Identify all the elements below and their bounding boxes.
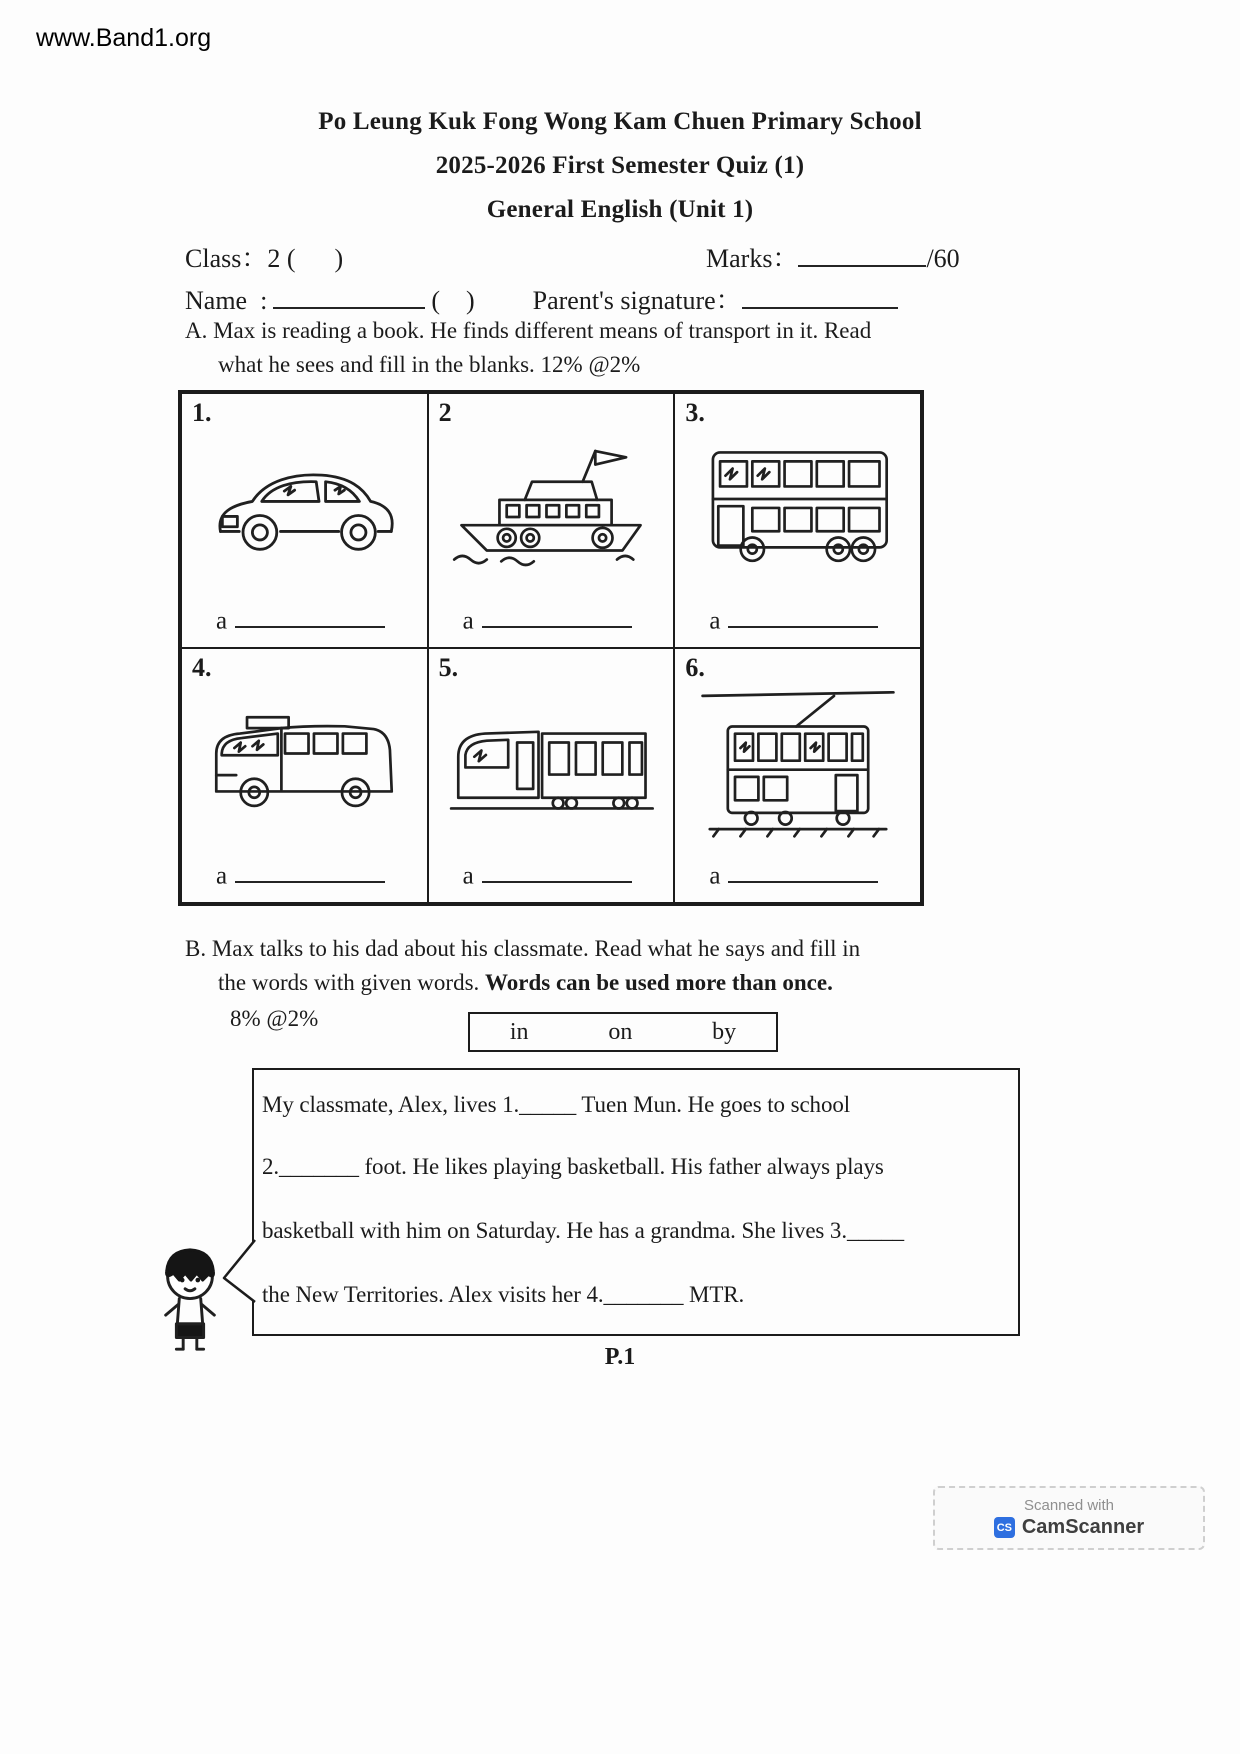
name-blank-line (273, 282, 425, 309)
passage-line: 2._______ foot. He likes playing basketball. His father always plays (262, 1154, 884, 1179)
minibus-icon (200, 699, 408, 826)
ferry-icon (447, 440, 655, 576)
answer-blank (463, 857, 632, 890)
answer-prefix: a (462, 862, 474, 889)
camscanner-brand: CamScanner (1021, 1516, 1145, 1538)
page-number: P.1 (604, 1344, 636, 1370)
cell-number: 4. (192, 653, 212, 682)
passage-line: the New Territories. Alex visits her 4._______ MTR. (262, 1282, 745, 1307)
name-paren: ( ) (431, 286, 475, 315)
quiz-title: 2025-2026 First Semester Quiz (1) (435, 152, 805, 179)
passage-line: My classmate, Alex, lives 1._____ Tuen Mun. He goes to school (262, 1092, 851, 1117)
word-bank-item: by (712, 1018, 737, 1045)
marks-label: Marks： (706, 244, 799, 273)
site-watermark: www.Band1.org (36, 24, 212, 52)
answer-prefix: a (709, 862, 721, 889)
transport-cell-3 (674, 393, 921, 648)
school-name: Po Leung Kuk Fong Wong Kam Chuen Primary School (318, 108, 922, 135)
answer-blank-line (728, 602, 878, 628)
answer-blank-line (235, 857, 385, 883)
section-b-marks-note: 8% @2% (230, 1006, 319, 1031)
transport-cell-5 (428, 648, 675, 903)
cell-number: 3. (685, 398, 705, 427)
answer-blank (463, 602, 632, 635)
word-bank (468, 1012, 778, 1052)
tram-icon (699, 685, 897, 840)
cell-number: 2 (438, 398, 452, 427)
answer-blank-line (235, 602, 385, 628)
cartoon-boy-icon (146, 1244, 234, 1356)
scanned-with-label: Scanned with (1023, 1497, 1115, 1514)
subject-title: General English (Unit 1) (486, 196, 754, 223)
answer-prefix: a (216, 607, 228, 634)
class-label: Class：2 ( ) (185, 244, 344, 273)
cell-number: 1. (192, 398, 212, 427)
section-b-heading-line2 (218, 970, 833, 996)
answer-blank-line (482, 857, 632, 883)
car-icon (205, 447, 403, 569)
camscanner-badge (933, 1486, 1205, 1550)
answer-prefix: a (709, 607, 721, 634)
name-row (185, 280, 898, 317)
heading-line2-normal: the words with given words. (218, 970, 486, 995)
answer-blank-line (482, 602, 632, 628)
transport-cell-6 (674, 648, 921, 903)
answer-blank (709, 857, 878, 890)
answer-blank (216, 857, 385, 890)
transport-cell-1 (181, 393, 428, 648)
train-icon (444, 705, 658, 821)
marks-blank-line (798, 240, 926, 267)
cell-number: 5. (438, 653, 459, 682)
marks-row (706, 238, 960, 275)
signature-blank-line (742, 282, 898, 309)
section-b-heading-line1: B. Max talks to his dad about his classmate. Read what he says and fill in (185, 936, 861, 961)
marks-denominator: /60 (926, 244, 960, 273)
answer-blank (216, 602, 385, 635)
word-bank-item: on (608, 1018, 633, 1045)
answer-blank-line (728, 857, 878, 883)
section-a-heading-line1: A. Max is reading a book. He finds different means of transport in it. Read (185, 318, 872, 343)
transport-grid (178, 390, 924, 906)
name-label: Name : (185, 286, 268, 315)
transport-cell-4 (181, 648, 428, 903)
answer-prefix: a (462, 607, 474, 634)
heading-line2-bold: Words can be used more than once. (485, 970, 833, 995)
section-a-heading-line2: what he sees and fill in the blanks. 12% @2% (218, 352, 641, 377)
answer-blank (709, 602, 878, 635)
passage-line: basketball with him on Saturday. He has a grandma. She lives 3._____ (262, 1218, 904, 1243)
signature-label: Parent's signature： (532, 286, 742, 315)
answer-prefix: a (216, 862, 228, 889)
word-bank-item: in (509, 1018, 529, 1045)
camscanner-logo-icon: CS (994, 1517, 1015, 1538)
double-decker-bus-icon (695, 438, 901, 577)
cell-number: 6. (685, 653, 705, 682)
transport-cell-2 (428, 393, 675, 648)
speech-bubble-tail (222, 1238, 256, 1310)
